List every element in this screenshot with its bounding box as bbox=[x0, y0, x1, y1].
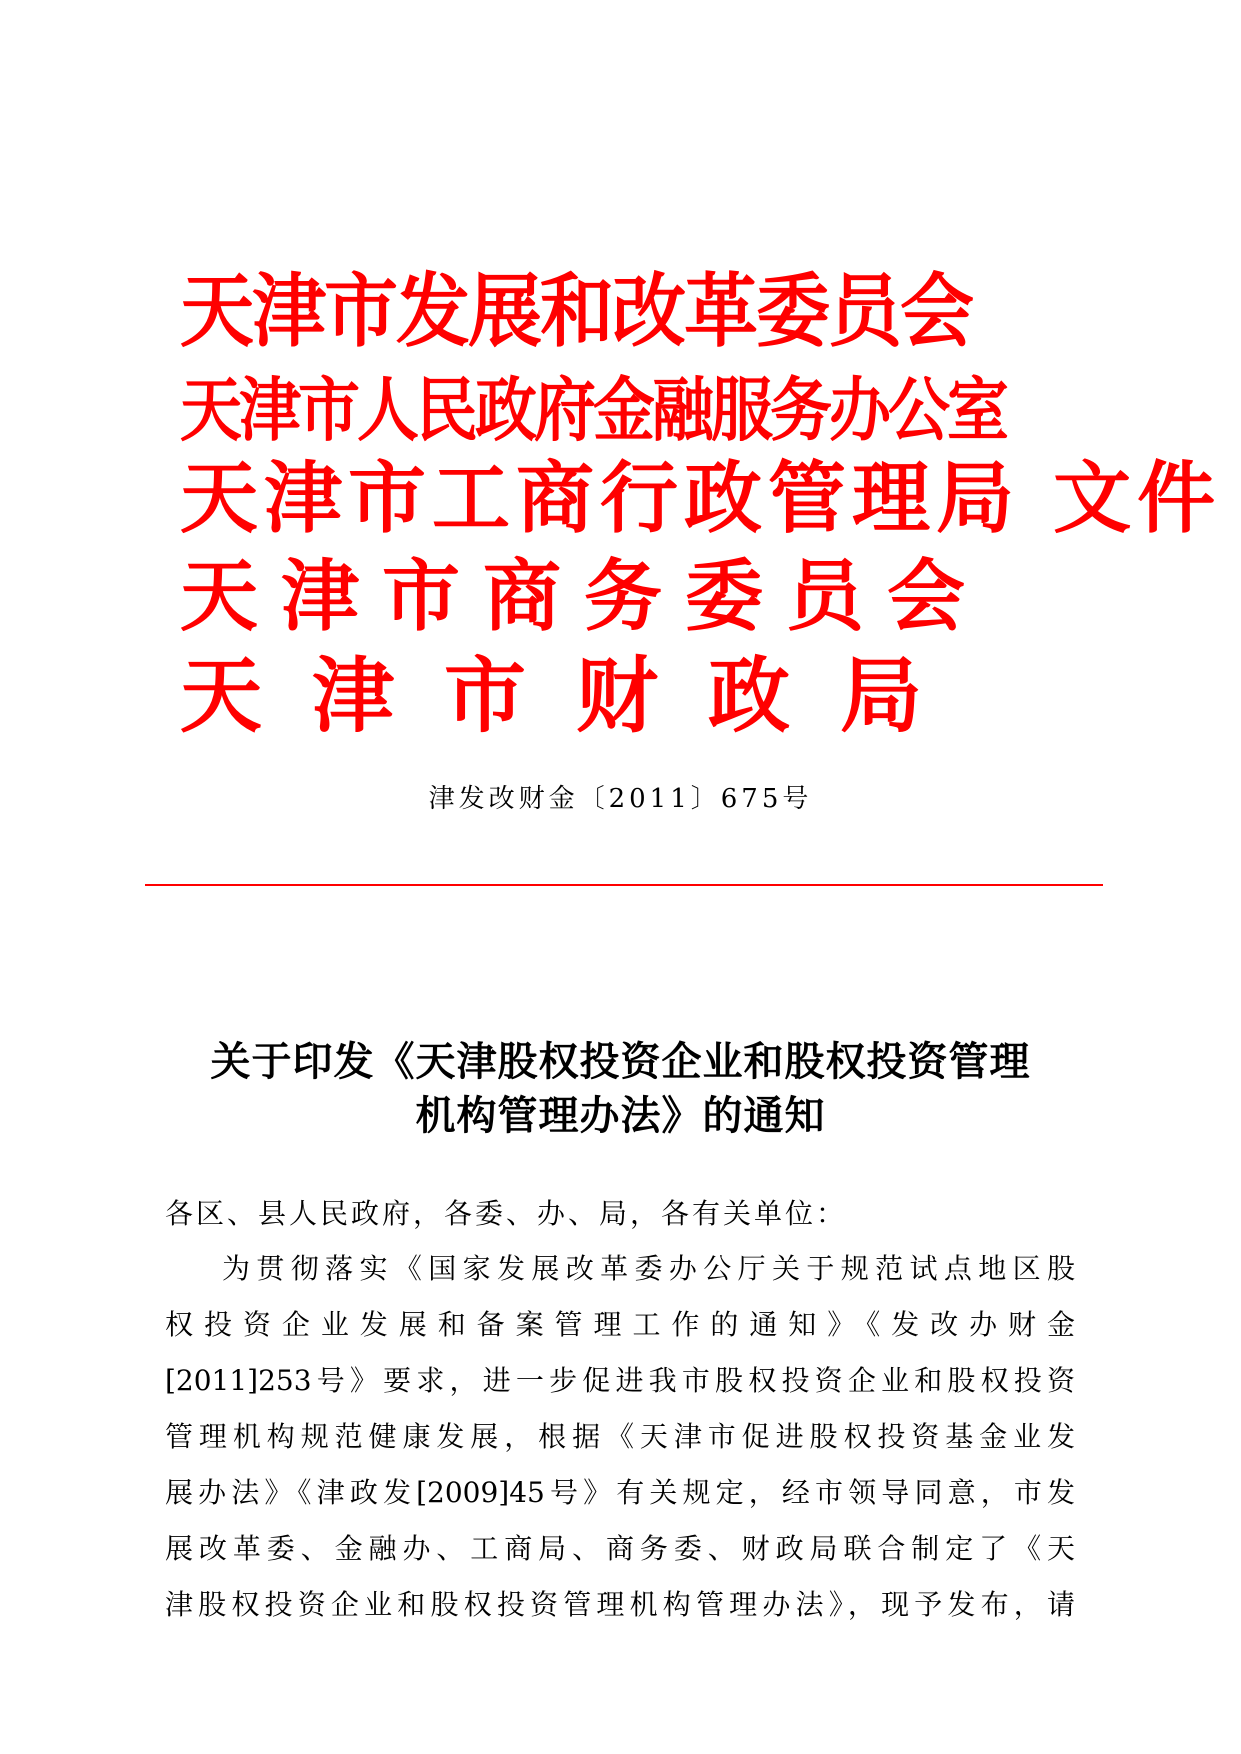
body-line: 津股权投资企业和股权投资管理机构管理办法》，现予发布，请 bbox=[165, 1588, 1075, 1621]
issuer-development-reform-commission: 天津市发展和改革委员会 bbox=[180, 265, 972, 359]
body-line: 权投资企业发展和备案管理工作的通知》《发改办财金 bbox=[165, 1308, 1075, 1341]
issuer-commerce-commission: 天津市商务委员会 bbox=[180, 552, 989, 642]
body-line: 展改革委、金融办、工商局、商务委、财政局联合制定了《天 bbox=[165, 1532, 1075, 1565]
document-number: 津发改财金〔2011〕675号 bbox=[428, 784, 813, 814]
document-title-line-2: 机构管理办法》的通知 bbox=[415, 1093, 826, 1139]
red-separator-line bbox=[145, 884, 1103, 886]
document-title-line-1: 关于印发《天津股权投资企业和股权投资管理 bbox=[210, 1039, 1031, 1085]
issuer-finance-bureau: 天津市财政局 bbox=[180, 649, 973, 744]
body-line: [2011]253号》要求，进一步促进我市股权投资企业和股权投资 bbox=[165, 1364, 1075, 1397]
body-line: 管理机构规范健康发展，根据《天津市促进股权投资基金业发 bbox=[165, 1420, 1075, 1453]
body-line: 为贯彻落实《国家发展改革委办公厅关于规范试点地区股 bbox=[222, 1252, 1075, 1285]
body-line: 展办法》《津政发[2009]45号》有关规定，经市领导同意，市发 bbox=[165, 1476, 1075, 1509]
issuer-financial-services-office: 天津市人民政府金融服务办公室 bbox=[180, 369, 1007, 452]
issuer-industry-commerce-bureau-document: 天津市工商行政管理局 文件 bbox=[180, 454, 1222, 544]
salutation: 各区、县人民政府，各委、办、局，各有关单位： bbox=[165, 1197, 848, 1230]
